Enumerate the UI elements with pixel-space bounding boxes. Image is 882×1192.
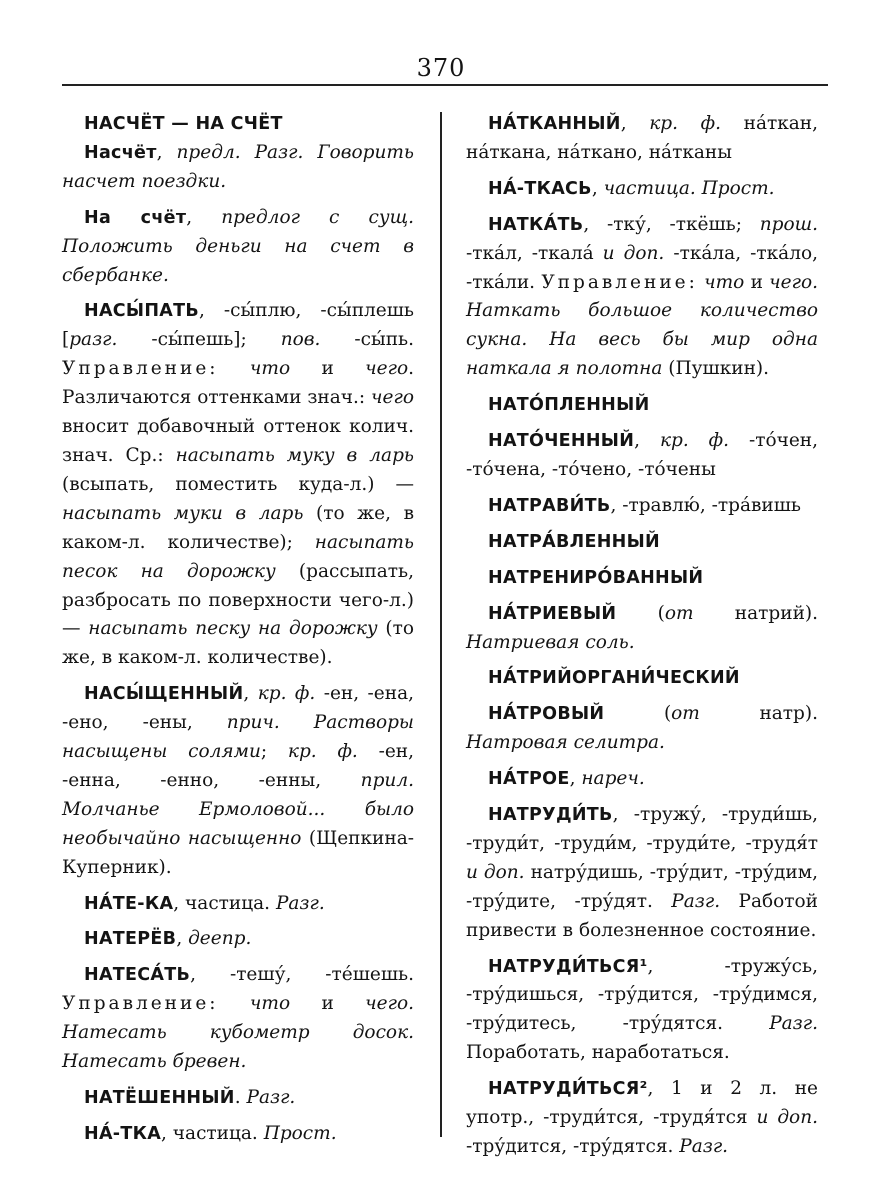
entry-text: -ен, -ена, -ено, -ены, xyxy=(62,683,414,734)
entry-italic-text: насыпать муку в ларь xyxy=(175,444,415,466)
entry-headword: НАТЕСА́ТЬ xyxy=(84,965,191,986)
entry-text: , xyxy=(634,430,660,452)
entry-italic-text: от xyxy=(664,602,694,624)
entry-headword: НАСЧЁТ — НА СЧЁТ xyxy=(84,114,283,134)
entry-italic-text: нареч. xyxy=(581,768,645,790)
entry-text: , xyxy=(591,177,604,199)
entry-italic-text: и доп. xyxy=(756,1107,818,1129)
dictionary-entry xyxy=(466,1075,818,1162)
entry-italic-text: насыпать песок на дорожку xyxy=(62,531,414,582)
entry-text: , -тружу́, -труди́шь, -труди́т, -труди́м, -труди́те, -трудя́т xyxy=(466,804,818,854)
entry-italic-text: что xyxy=(704,271,745,293)
entry-text: (всыпать, поместить куда-л.) — xyxy=(62,473,414,495)
entry-text: вносит добавочный оттенок колич. знач. Ср.: xyxy=(62,416,414,466)
entry-text: . Различаются оттенками знач.: xyxy=(62,358,415,409)
dictionary-entry xyxy=(62,961,414,1077)
entry-text: натр). xyxy=(699,703,818,725)
dictionary-entry xyxy=(62,1120,414,1149)
dictionary-entry xyxy=(62,680,414,882)
dictionary-entry xyxy=(62,890,414,919)
entry-italic-text: частица. Прост. xyxy=(603,177,775,199)
dictionary-entry xyxy=(62,139,414,197)
dictionary-entry xyxy=(62,110,414,139)
entry-italic-text: кр. ф. xyxy=(287,741,358,763)
entry-italic-text: кр. ф. xyxy=(257,683,316,705)
entry-text: ; xyxy=(260,741,288,763)
entry-text: , xyxy=(243,683,258,705)
dictionary-entry xyxy=(466,175,818,204)
entry-italic-text: и доп. xyxy=(602,242,665,264)
dictionary-entry xyxy=(466,664,818,693)
entry-text: , частица. xyxy=(173,892,276,914)
entry-headword: НА́ТКАННЫЙ xyxy=(488,114,621,134)
entry-headword: НАТКА́ТЬ xyxy=(488,214,584,235)
entry-headword: НАТРЕНИРО́ВАННЫЙ xyxy=(488,567,704,588)
entry-italic-text: что xyxy=(249,993,291,1015)
dictionary-entry xyxy=(466,953,818,1069)
entry-text: , -тешу́, -те́шешь. xyxy=(190,964,414,986)
entry-headword: НАТРА́ВЛЕННЫЙ xyxy=(488,531,660,552)
entry-italic-text: от xyxy=(671,703,700,725)
entry-spaced-label: Управление: xyxy=(62,358,219,380)
column-divider xyxy=(440,112,442,1137)
entry-text: , -тку́, -ткёшь; xyxy=(583,213,760,235)
entry-headword: НА́ТРОВЫЙ xyxy=(488,704,605,725)
entry-text: , частица. xyxy=(161,1122,264,1144)
dictionary-entry xyxy=(62,204,414,291)
entry-italic-text: Разг. xyxy=(679,1136,729,1157)
entry-headword: НАТО́ПЛЕННЫЙ xyxy=(488,395,650,416)
entry-spaced-label: Управление: xyxy=(541,271,698,293)
entry-text: , xyxy=(620,113,650,134)
entry-text: , xyxy=(569,768,582,790)
entry-italic-text: Натровая селитра. xyxy=(466,732,665,754)
entry-italic-text: насыпать песку на дорожку xyxy=(88,618,378,640)
entry-text: , 1 и 2 л. не употр., -труди́тся, -трудя́тся xyxy=(466,1078,818,1129)
entry-headword: НАТЕРЁВ xyxy=(84,929,177,950)
entry-italic-text: чего xyxy=(371,387,414,409)
entry-text: . xyxy=(234,1087,247,1108)
entry-text: -тка́л, -ткала́ xyxy=(466,242,603,264)
entry-italic-text: деепр. xyxy=(188,928,252,950)
entry-text: и xyxy=(744,271,770,293)
entry-text: -тка́ла, -тка́ло, -тка́ли. xyxy=(466,242,818,293)
entry-italic-text: кр. ф. xyxy=(649,113,721,134)
dictionary-entry xyxy=(466,801,818,946)
entry-text: , xyxy=(186,206,222,228)
entry-italic-text: Разг. xyxy=(275,892,325,914)
entry-text: -ен, -енна, -енно, -енны, xyxy=(62,741,415,791)
entry-text: и xyxy=(290,358,366,380)
dictionary-entry xyxy=(466,110,818,168)
entry-text: на́ткан, на́ткана, на́ткано, на́тканы xyxy=(466,113,819,163)
entry-text: ( xyxy=(616,602,665,624)
entry-headword: НАТО́ЧЕННЫЙ xyxy=(488,431,635,452)
dictionary-entry xyxy=(62,297,414,673)
entry-headword: НАТРУДИ́ТЬСЯ¹ xyxy=(488,956,648,977)
entry-italic-text: насыпать муки в ларь xyxy=(62,502,304,524)
dictionary-entry xyxy=(466,391,818,420)
entry-text: -сы́пь. xyxy=(320,329,414,351)
dictionary-entry xyxy=(466,564,818,593)
entry-italic-text: разг. xyxy=(69,329,118,351)
entry-italic-text: Натриевая соль. xyxy=(466,631,635,653)
entry-italic-text: Разг. xyxy=(769,1013,818,1035)
dictionary-entry xyxy=(62,925,414,954)
dictionary-entry xyxy=(466,600,818,658)
header-rule xyxy=(62,84,828,86)
entry-headword: НА́-ТКАСЬ xyxy=(488,178,592,199)
entry-headword: Насчёт xyxy=(84,142,157,163)
entry-italic-text: прил. Молчанье Ермоловой... было необычайно насыщенно xyxy=(62,769,414,849)
entry-headword: НА́-ТКА xyxy=(84,1123,162,1144)
entry-text: , xyxy=(156,141,177,163)
dictionary-entry xyxy=(466,492,818,521)
dictionary-entry xyxy=(466,211,818,384)
dictionary-entry xyxy=(62,1084,414,1113)
entry-headword: НА́ТРИЕВЫЙ xyxy=(488,603,617,624)
entry-text: , -травлю́, -тра́вишь xyxy=(610,494,801,516)
entry-text: и xyxy=(290,993,366,1015)
entry-italic-text: прош. xyxy=(759,213,818,235)
left-column xyxy=(62,110,414,1149)
entry-text xyxy=(219,993,250,1014)
entry-italic-text: пов. xyxy=(280,329,321,351)
entry-italic-text: кр. ф. xyxy=(659,430,730,452)
entry-text: -тру́дится, -тру́дятся. xyxy=(466,1136,680,1157)
entry-italic-text: и доп. xyxy=(466,861,525,883)
entry-italic-text: Разг. xyxy=(246,1087,296,1108)
dictionary-entry xyxy=(466,765,818,794)
entry-headword: НАСЫ́ЩЕННЫЙ xyxy=(84,684,244,705)
entry-text: (рассыпать, разбросать по поверхности чего-л.) — xyxy=(62,560,414,640)
entry-text: -то́чен, -то́чена, -то́чено, -то́чены xyxy=(466,430,818,480)
entry-headword: НАТРАВИ́ТЬ xyxy=(488,495,611,516)
right-column xyxy=(466,110,818,1162)
entry-headword: На счёт xyxy=(84,207,187,228)
dictionary-entry xyxy=(466,700,818,758)
entry-text: натру́дишь, -тру́дит, -тру́дим, -тру́дите, -тру́дят. xyxy=(466,861,818,912)
entry-text: ( xyxy=(604,703,672,725)
entry-text: Работой привести в болезненное состояние. xyxy=(466,890,818,941)
entry-text: Поработать, наработаться. xyxy=(466,1042,730,1064)
entry-headword: НАТРУДИ́ТЬ xyxy=(488,805,613,826)
entry-text: натрий). xyxy=(693,602,818,624)
entry-headword: НА́ТЕ-КА xyxy=(84,893,174,914)
entry-italic-text: чего. Наткать большое количество сукна. На весь бы мир одна наткала я полотна xyxy=(466,271,818,380)
entry-italic-text: чего xyxy=(365,358,409,380)
entry-text: (то же, в каком-л. количестве). xyxy=(62,618,414,669)
entry-italic-text: предл. Разг. Говорить насчет поездки. xyxy=(62,141,414,192)
entry-headword: НАТЁШЕННЫЙ xyxy=(84,1088,235,1108)
entry-spaced-label: Управление: xyxy=(62,993,219,1015)
entry-headword: НА́ТРИЙОРГАНИ́ЧЕСКИЙ xyxy=(488,668,740,689)
entry-italic-text: Прост. xyxy=(263,1122,337,1144)
entry-headword: НАСЫ́ПАТЬ xyxy=(84,301,200,322)
entry-text: (то же, в каком-л. количестве); xyxy=(62,502,414,553)
entry-text: , xyxy=(176,928,189,950)
entry-headword: НАТРУДИ́ТЬСЯ² xyxy=(488,1079,648,1100)
entry-italic-text: Разг. xyxy=(671,890,721,912)
entry-italic-text: прич. Растворы насыщены солями xyxy=(62,712,414,763)
entry-headword: НА́ТРОЕ xyxy=(488,769,570,790)
entry-text: , -тружу́сь, -тру́дишься, -тру́дится, -тру́димся, -тру́дитесь, -тру́дятся. xyxy=(466,955,818,1035)
entry-text: (Щепкина-Куперник). xyxy=(62,827,414,878)
entry-italic-text: предлог с сущ. Положить деньги на счет в сбербанке. xyxy=(62,206,414,286)
dictionary-entry xyxy=(466,427,818,485)
entry-text xyxy=(219,358,250,379)
page-number: 370 xyxy=(416,54,466,82)
entry-text: , -сы́плю, -сы́плешь [ xyxy=(62,300,414,351)
entry-text: -сы́пешь]; xyxy=(117,329,281,351)
entry-text: (Пушкин). xyxy=(662,358,770,380)
entry-italic-text: что xyxy=(249,358,291,380)
entry-italic-text: чего. Натесать кубометр досок. Натесать бревен. xyxy=(62,993,414,1073)
dictionary-entry xyxy=(466,528,818,557)
